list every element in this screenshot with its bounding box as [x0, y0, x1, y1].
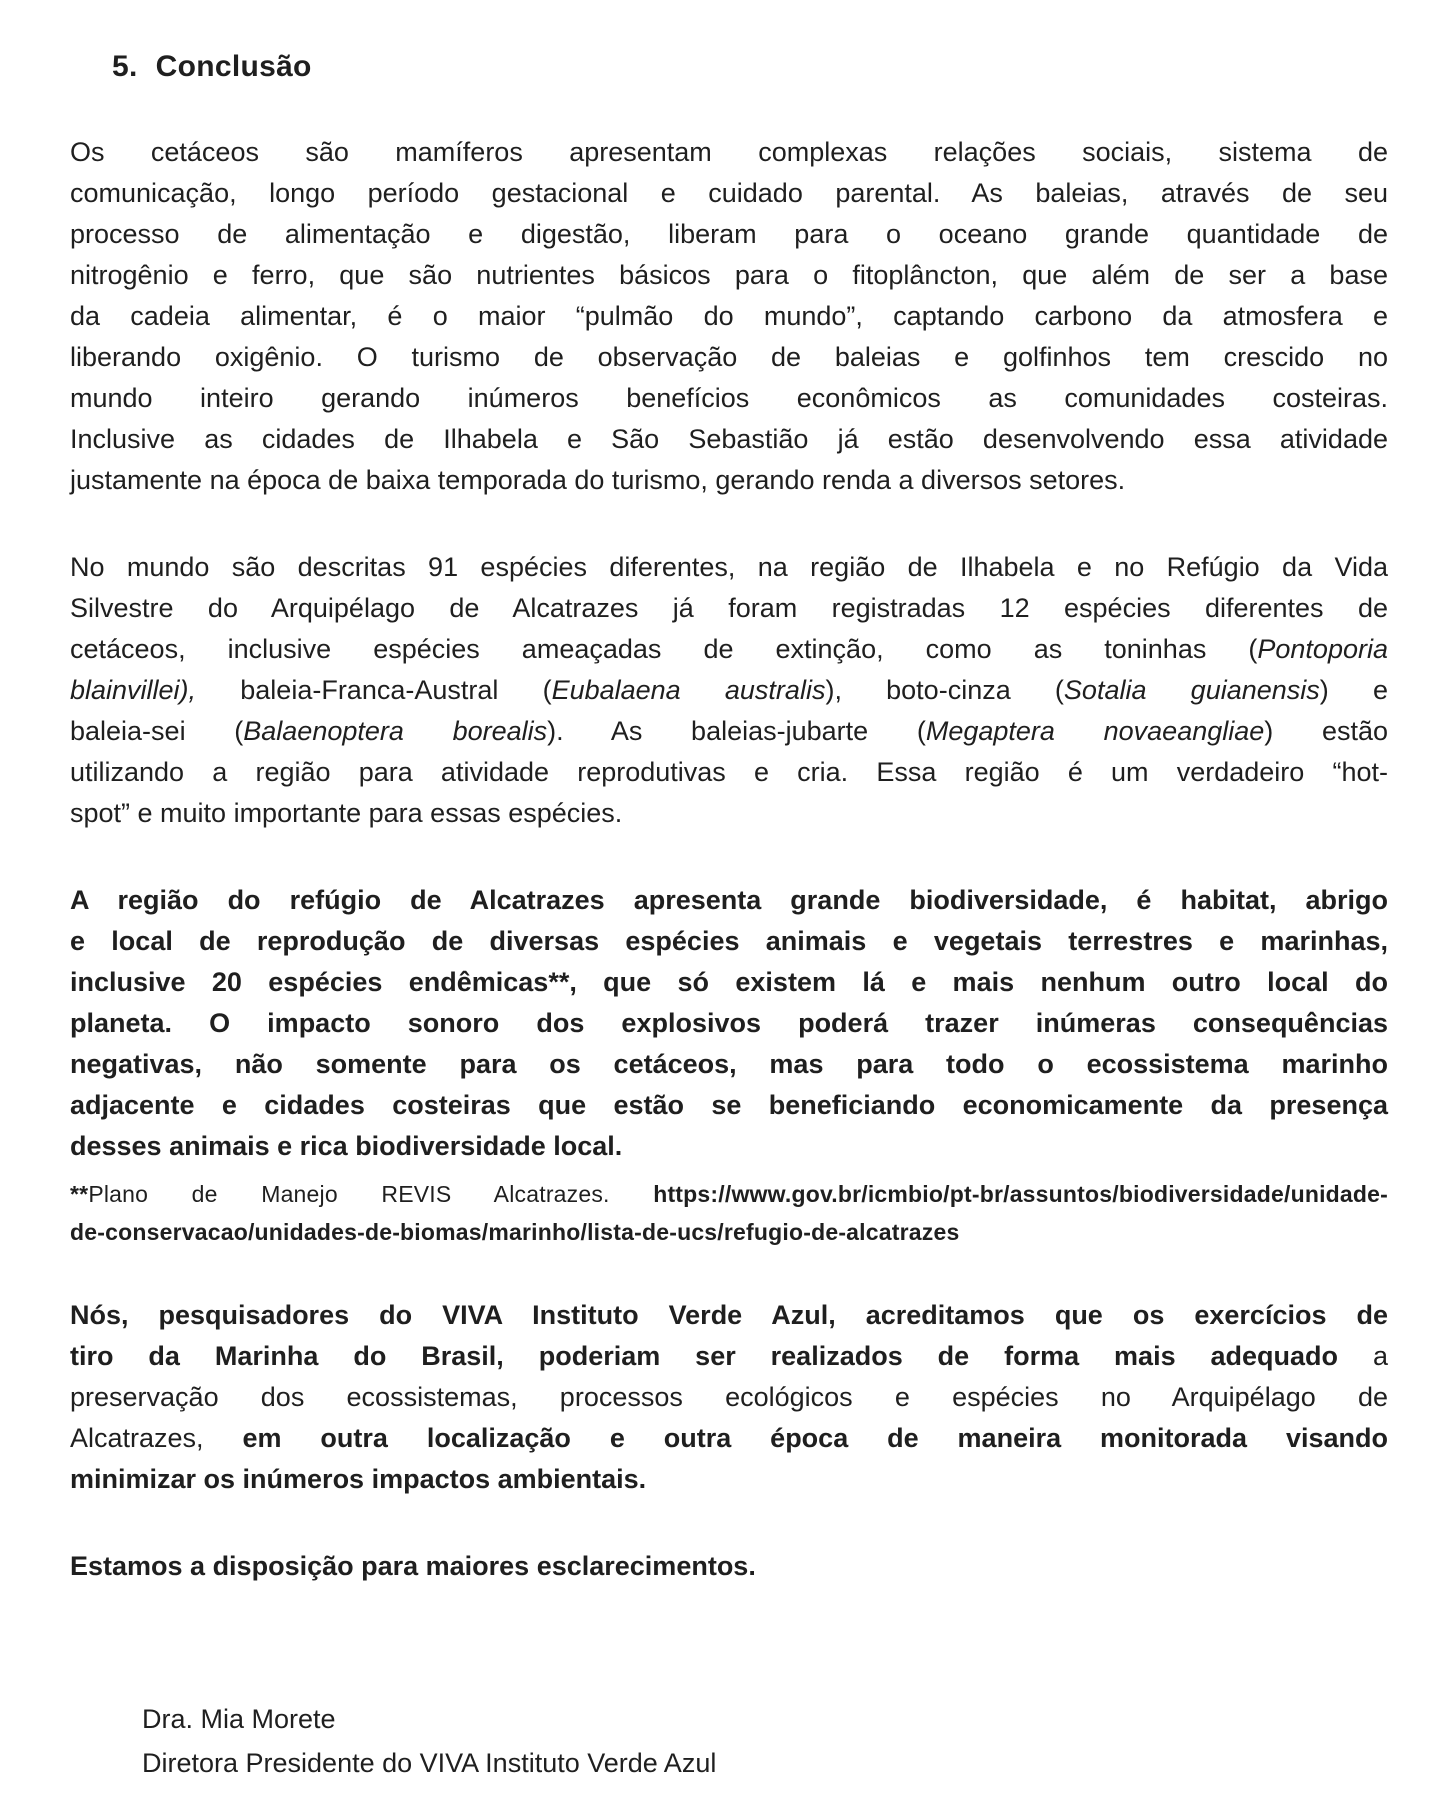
text-segment: baleia-sei (	[70, 716, 244, 746]
text-segment: Megaptera novaeangliae	[925, 716, 1265, 746]
section-title: Conclusão	[155, 50, 312, 83]
text-line	[70, 1175, 1388, 1213]
text-segment: preservação dos ecossistemas, processos ecológicos e espécies no Arquipélago de	[70, 1382, 1388, 1412]
closing-statement	[70, 1546, 1388, 1587]
text-line	[70, 962, 1388, 1003]
text-line	[70, 1459, 1388, 1500]
paragraph-1	[70, 132, 1388, 501]
text-line	[70, 670, 1388, 711]
text-line	[70, 1003, 1388, 1044]
text-segment: spot” e muito importante para essas espécies.	[70, 798, 623, 828]
text-segment: utilizando a região para atividade reprodutivas e cria. Essa região é um verdadeiro “hot-	[70, 757, 1388, 787]
text-line	[70, 793, 1388, 834]
text-segment: Inclusive as cidades de Ilhabela e São Sebastião já estão desenvolvendo essa atividade	[70, 424, 1388, 454]
section-heading	[112, 50, 1388, 84]
text-line	[70, 1213, 1388, 1251]
text-segment: nitrogênio e ferro, que são nutrientes básicos para o fitoplâncton, que além de ser a base	[70, 260, 1388, 290]
section-number: 5.	[112, 50, 138, 83]
text-segment: No mundo são descritas 91 espécies diferentes, na região de Ilhabela e no Refúgio da Vida	[70, 552, 1388, 582]
text-line	[70, 1418, 1388, 1459]
text-segment: negativas, não somente para os cetáceos, mas para todo o ecossistema marinho	[70, 1049, 1388, 1079]
signature-title: Diretora Presidente do VIVA Instituto Verde Azul	[142, 1748, 717, 1778]
text-line	[70, 752, 1388, 793]
text-segment: Pontoporia	[1257, 634, 1388, 664]
text-line	[70, 921, 1388, 962]
text-segment: ) e	[1319, 675, 1388, 705]
text-line	[70, 173, 1388, 214]
text-line	[70, 378, 1388, 419]
text-line	[70, 296, 1388, 337]
paragraph-3	[70, 880, 1388, 1167]
text-line	[70, 547, 1388, 588]
text-segment: tiro da Marinha do Brasil, poderiam ser realizados de forma mais adequado	[70, 1341, 1339, 1371]
text-line	[70, 1085, 1388, 1126]
text-line	[70, 1044, 1388, 1085]
text-segment: e local de reprodução de diversas espécies animais e vegetais terrestres e marinhas,	[70, 926, 1388, 956]
text-segment: Eubalaena australis	[551, 675, 826, 705]
text-line	[70, 1295, 1388, 1336]
text-segment: ). As baleias-jubarte (	[547, 716, 926, 746]
text-segment: inclusive 20 espécies endêmicas**, que só existem lá e mais nenhum outro local do	[70, 967, 1388, 997]
text-line	[70, 132, 1388, 173]
text-line	[70, 880, 1388, 921]
text-segment: justamente na época de baixa temporada do turismo, gerando renda a diversos setores.	[70, 465, 1126, 495]
text-segment: liberando oxigênio. O turismo de observação de baleias e golfinhos tem crescido no	[70, 342, 1388, 372]
text-segment: **	[70, 1181, 89, 1207]
text-segment: desses animais e rica biodiversidade local.	[70, 1131, 623, 1161]
text-line	[70, 1336, 1388, 1377]
signature-name: Dra. Mia Morete	[142, 1704, 336, 1734]
text-line	[70, 255, 1388, 296]
text-segment: minimizar os inúmeros impactos ambientais.	[70, 1464, 647, 1494]
text-segment: Nós, pesquisadores do VIVA Instituto Verde Azul, acreditamos que os exercícios de	[70, 1300, 1388, 1330]
text-line	[70, 711, 1388, 752]
text-segment: A região do refúgio de Alcatrazes apresenta grande biodiversidade, é habitat, abrigo	[70, 885, 1388, 915]
paragraph-2	[70, 547, 1388, 834]
text-segment: a	[1338, 1341, 1388, 1371]
text-segment: cetáceos, inclusive espécies ameaçadas de extinção, como as toninhas (	[70, 634, 1258, 664]
text-segment: Silvestre do Arquipélago de Alcatrazes já foram registradas 12 espécies diferentes de	[70, 593, 1388, 623]
text-segment: Alcatrazes,	[70, 1423, 243, 1453]
signature-block	[142, 1697, 1388, 1785]
text-segment: Sotalia guianensis	[1063, 675, 1320, 705]
footnote	[70, 1175, 1388, 1251]
text-line	[70, 1377, 1388, 1418]
text-segment: adjacente e cidades costeiras que estão se beneficiando economicamente da presença	[70, 1090, 1388, 1120]
text-segment: Estamos a disposição para maiores esclarecimentos.	[70, 1551, 756, 1581]
text-segment: Balaenoptera borealis	[243, 716, 548, 746]
text-line	[70, 419, 1388, 460]
text-segment: baleia-Franca-Austral (	[196, 675, 552, 705]
text-segment: Plano de Manejo REVIS Alcatrazes.	[88, 1181, 654, 1207]
text-segment: planeta. O impacto sonoro dos explosivos poderá trazer inúmeras consequências	[70, 1008, 1388, 1038]
text-segment: processo de alimentação e digestão, liberam para o oceano grande quantidade de	[70, 219, 1388, 249]
text-line	[70, 460, 1388, 501]
text-line	[70, 337, 1388, 378]
text-segment: da cadeia alimentar, é o maior “pulmão do mundo”, captando carbono da atmosfera e	[70, 301, 1388, 331]
text-segment: ), boto-cinza (	[825, 675, 1064, 705]
text-segment: blainvillei),	[70, 675, 197, 705]
text-segment: ) estão	[1264, 716, 1389, 746]
text-segment: https://www.gov.br/icmbio/pt-br/assuntos/biodiversidade/unidade-	[653, 1181, 1388, 1207]
text-line	[70, 629, 1388, 670]
text-line	[70, 1546, 1388, 1587]
text-segment: em outra localização e outra época de maneira monitorada visando	[242, 1423, 1388, 1453]
text-line	[70, 1126, 1388, 1167]
paragraph-4	[70, 1295, 1388, 1500]
text-segment: comunicação, longo período gestacional e cuidado parental. As baleias, através de seu	[70, 178, 1388, 208]
text-line	[70, 214, 1388, 255]
text-segment: mundo inteiro gerando inúmeros benefícios econômicos as comunidades costeiras.	[70, 383, 1388, 413]
text-segment: Os cetáceos são mamíferos apresentam complexas relações sociais, sistema de	[70, 137, 1388, 167]
text-segment: de-conservacao/unidades-de-biomas/marinho/lista-de-ucs/refugio-de-alcatrazes	[70, 1219, 960, 1245]
text-line	[70, 588, 1388, 629]
